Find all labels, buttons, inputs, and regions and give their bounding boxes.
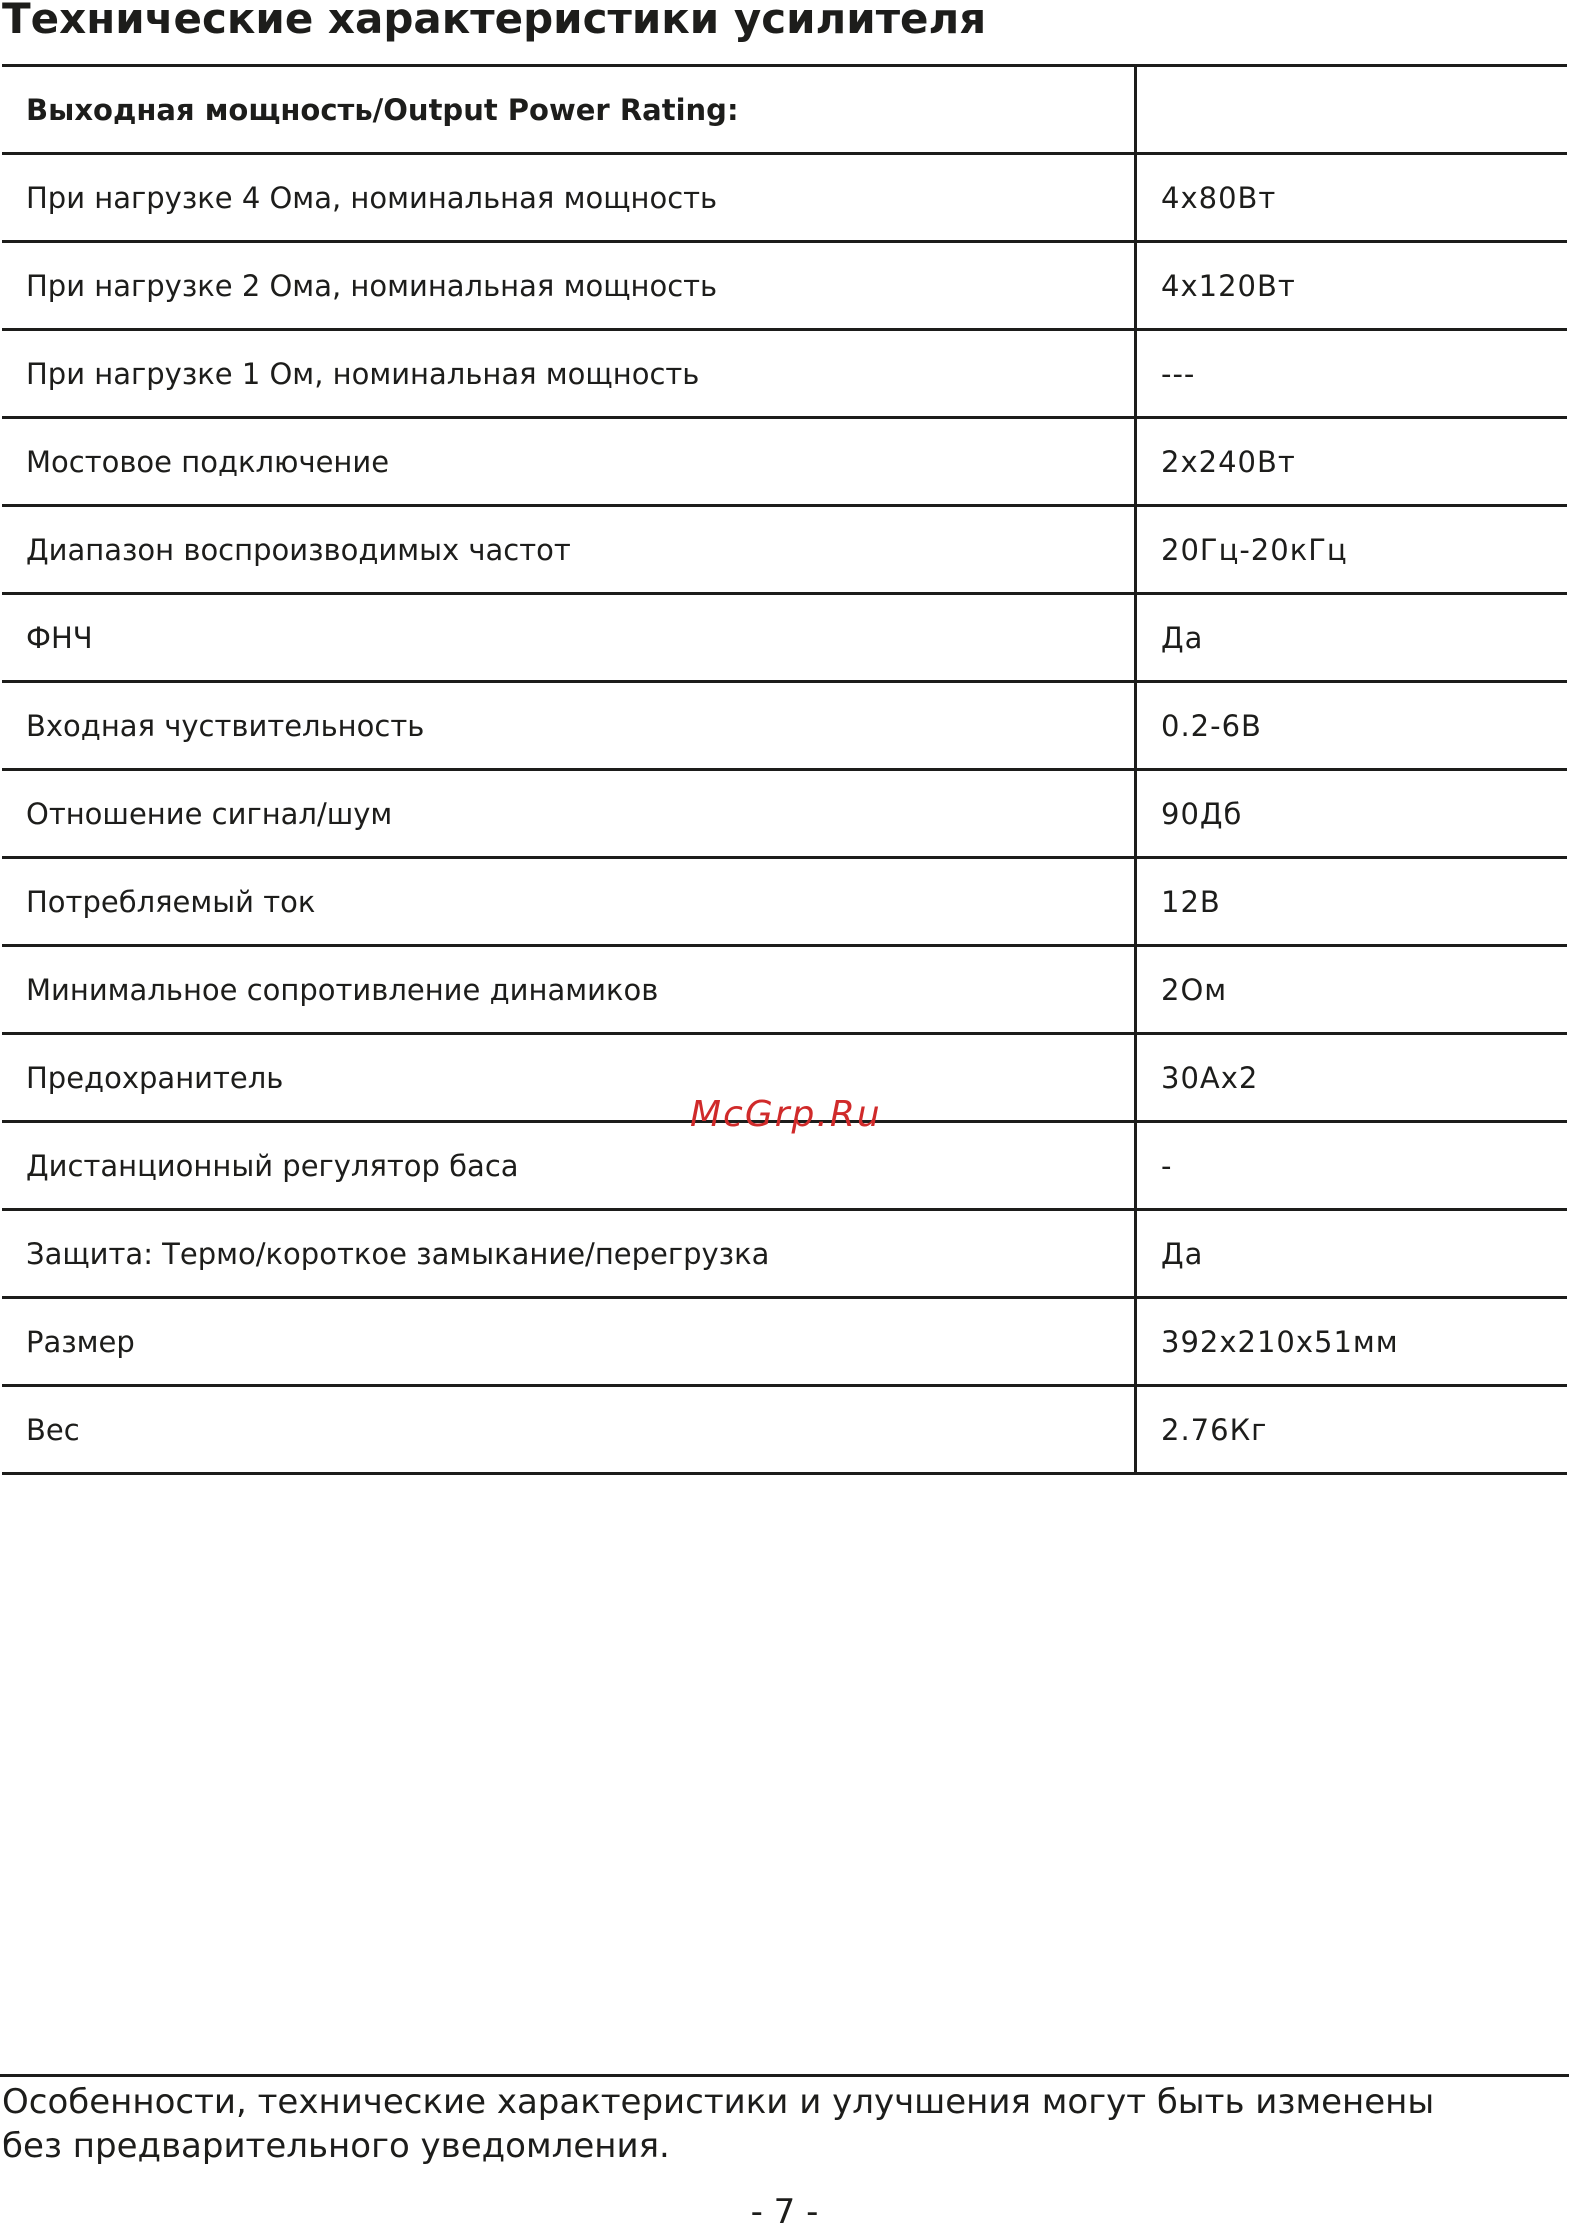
param-cell: При нагрузке 1 Ом, номинальная мощность [2, 330, 1136, 418]
value-cell: Да [1136, 1210, 1568, 1298]
footer-note-line-2: без предварительного уведомления. [2, 2126, 670, 2166]
footer-note [2, 2080, 1562, 2168]
value-cell: 20Гц-20кГц [1136, 506, 1568, 594]
value-cell: 2Ом [1136, 946, 1568, 1034]
value-cell: 4x80Вт [1136, 154, 1568, 242]
param-cell: ФНЧ [2, 594, 1136, 682]
param-cell: Дистанционный регулятор баса [2, 1122, 1136, 1210]
param-cell: Потребляемый ток [2, 858, 1136, 946]
param-cell: При нагрузке 2 Ома, номинальная мощность [2, 242, 1136, 330]
table-row [2, 770, 1567, 858]
table-row [2, 242, 1567, 330]
table-row [2, 1386, 1567, 1474]
table-row [2, 1210, 1567, 1298]
value-cell: 30Аx2 [1136, 1034, 1568, 1122]
value-cell: 2.76Кг [1136, 1386, 1568, 1474]
value-cell: Да [1136, 594, 1568, 682]
table-row [2, 1298, 1567, 1386]
value-cell: 4x120Вт [1136, 242, 1568, 330]
value-cell: 12В [1136, 858, 1568, 946]
param-cell: Предохранитель [2, 1034, 1136, 1122]
param-cell: Мостовое подключение [2, 418, 1136, 506]
value-cell: 2x240Вт [1136, 418, 1568, 506]
param-cell: Защита: Термо/короткое замыкание/перегрузка [2, 1210, 1136, 1298]
footer-note-line-1: Особенности, технические характеристики и улучшения могут быть изменены [2, 2082, 1435, 2122]
param-cell: Отношение сигнал/шум [2, 770, 1136, 858]
table-row [2, 154, 1567, 242]
param-cell: Вес [2, 1386, 1136, 1474]
value-cell: 90Дб [1136, 770, 1568, 858]
param-cell: Минимальное сопротивление динамиков [2, 946, 1136, 1034]
table-row [2, 330, 1567, 418]
table-row [2, 946, 1567, 1034]
value-cell: - [1136, 1122, 1568, 1210]
table-row [2, 682, 1567, 770]
param-cell: Размер [2, 1298, 1136, 1386]
param-cell: Диапазон воспроизводимых частот [2, 506, 1136, 594]
page-title: Технические характеристики усилителя [2, 0, 987, 43]
header-param-cell: Выходная мощность/Output Power Rating: [2, 66, 1136, 154]
value-cell: 392x210x51мм [1136, 1298, 1568, 1386]
table-row [2, 594, 1567, 682]
watermark: McGrp.Ru [690, 1094, 882, 1135]
table-row [2, 858, 1567, 946]
table-row [2, 506, 1567, 594]
table-header-row [2, 66, 1567, 154]
spec-table [2, 64, 1567, 1475]
footer-divider [0, 2074, 1569, 2077]
param-cell: При нагрузке 4 Ома, номинальная мощность [2, 154, 1136, 242]
page-number: - 7 - [750, 2192, 819, 2232]
value-cell: --- [1136, 330, 1568, 418]
table-row [2, 418, 1567, 506]
param-cell: Входная чуствительность [2, 682, 1136, 770]
header-value-cell [1136, 66, 1568, 154]
value-cell: 0.2-6В [1136, 682, 1568, 770]
